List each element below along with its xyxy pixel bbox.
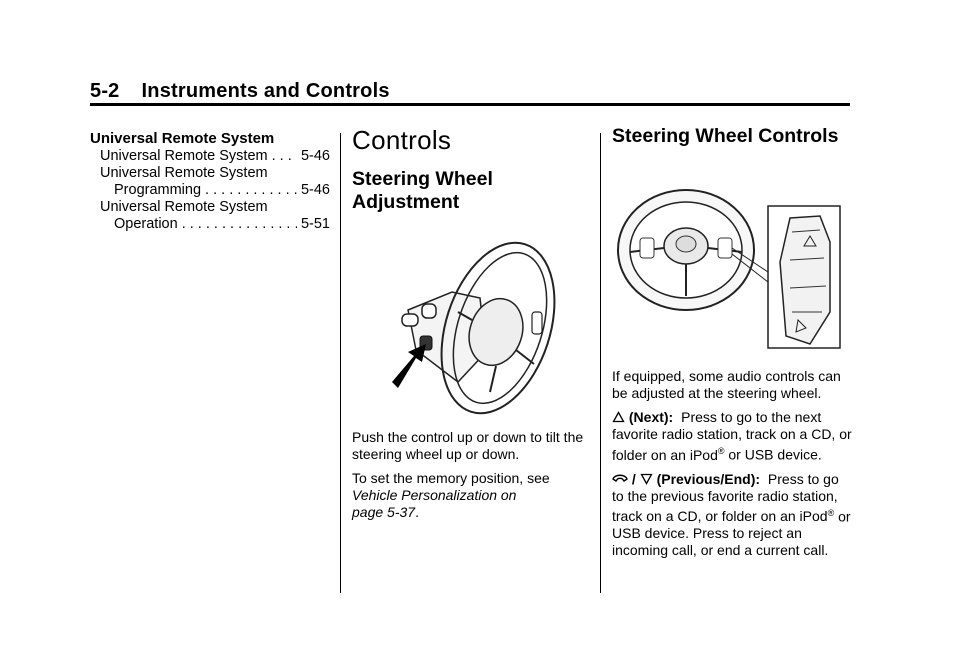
index-heading: Universal Remote System	[90, 130, 275, 147]
next-triangle-icon	[612, 411, 625, 423]
controls-section	[352, 125, 582, 222]
steering-wheel-controls-text	[612, 368, 852, 566]
tilt-instruction: Push the control up or down to tilt the steering wheel up or down.	[352, 429, 584, 462]
next-control-description: (Next): Press to go to the next favorite radio station, track on a CD, or folder on an iPod® or USB device.	[612, 409, 852, 463]
subsection-heading: Steering Wheel Adjustment	[352, 168, 493, 213]
audio-controls-intro: If equipped, some audio controls can be adjusted at the steering wheel.	[612, 368, 841, 401]
chapter-title: Instruments and Controls	[141, 80, 390, 102]
index-entry[interactable]: Operation . . . 5-51	[90, 216, 330, 233]
previous-triangle-icon	[640, 473, 653, 485]
index-entry-line: Universal Remote System	[100, 199, 268, 215]
steering-wheel-adjustment-illustration	[388, 232, 566, 420]
index-entry[interactable]: Universal Remote System . . . 5-46	[90, 148, 330, 165]
page-number: 5-2	[90, 80, 120, 102]
cross-reference-page[interactable]: page 5-37	[352, 504, 416, 520]
next-label: (Next):	[628, 409, 674, 425]
previous-control-description: / (Previous/End): Press to go to the previous favorite radio station, track on a CD, or folder on an iPod® or USB device. Press to reject an incoming call, or end a current call.	[612, 470, 851, 559]
subsection-heading: Steering Wheel Controls	[612, 125, 839, 147]
steering-wheel-controls-illustration	[614, 172, 844, 352]
page-header	[90, 80, 390, 103]
steering-adjust-text	[352, 429, 584, 528]
column-divider-left	[340, 133, 341, 593]
memory-position-text: To set the memory position, see Vehicle Personalization on page 5-37.	[352, 470, 550, 520]
index-section	[90, 130, 330, 233]
previous-end-label: (Previous/End):	[656, 470, 761, 487]
cross-reference-link[interactable]: Vehicle Personalization on	[352, 487, 517, 503]
header-rule	[90, 103, 850, 106]
end-call-handset-icon	[612, 473, 628, 485]
column-divider-right	[600, 133, 601, 593]
section-heading: Controls	[352, 125, 452, 155]
steering-wheel-controls-section	[612, 125, 852, 156]
index-entry[interactable]: Programming . . . 5-46	[90, 182, 330, 199]
index-entry-line: Universal Remote System	[100, 165, 268, 181]
